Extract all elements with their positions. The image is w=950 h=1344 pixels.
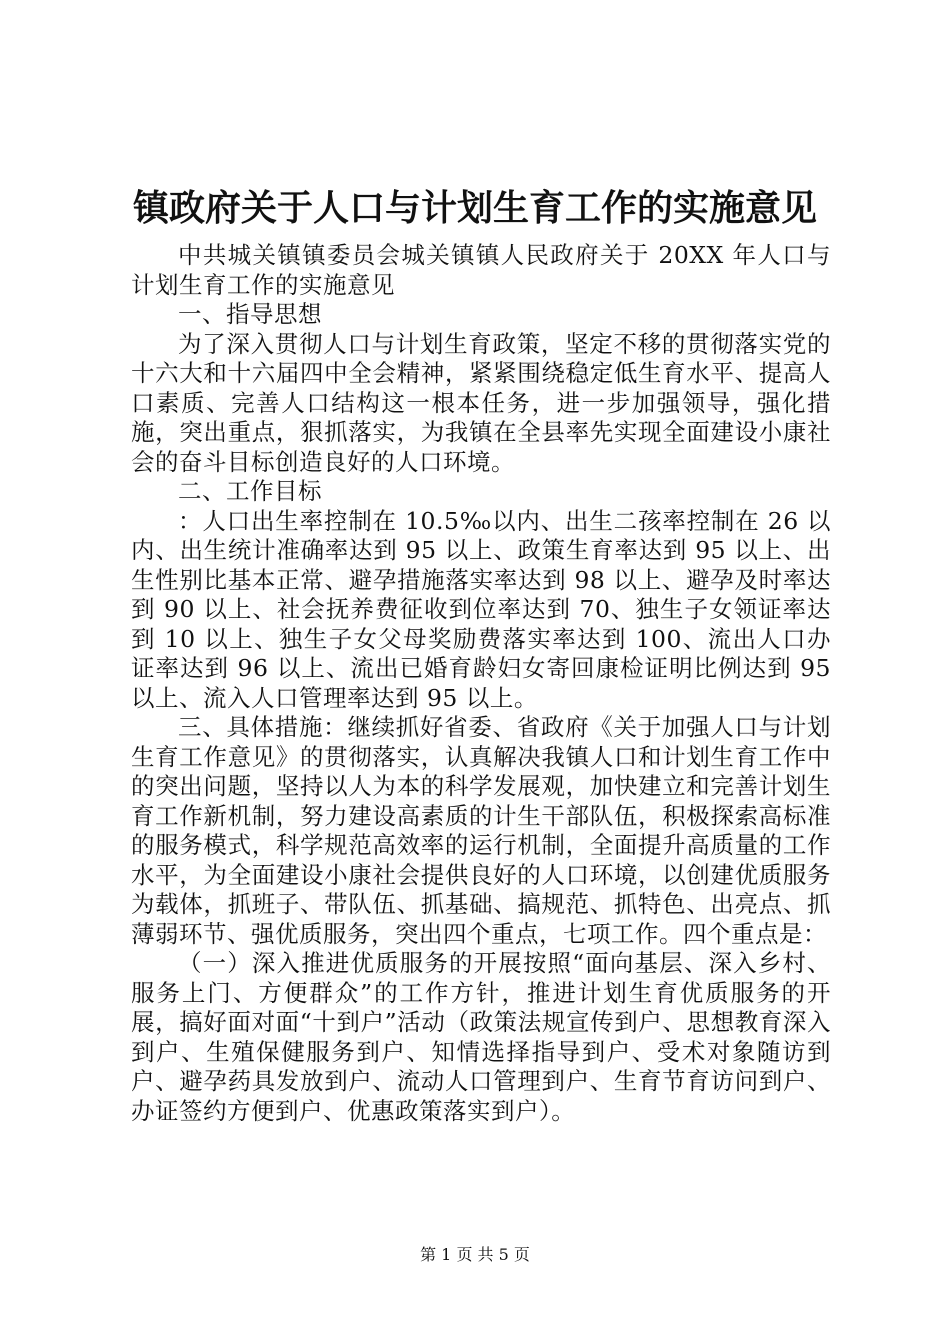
work-goals-paragraph: ：人口出生率控制在 10.5‰以内、出生二孩率控制在 26 以内、出生统计准确率达到 95 以上、政策生育率达到 95 以上、出生性别比基本正常、避孕措施落实率达到 98 以上、避孕及时率达到 90 以上、社会抚养费征收到位率达到 70、独生子女领证率达到 10 以上、独生子女父母奖励费落实率达到 100、流出人口办证率达到 96 以上、流出已婚育龄妇女寄回康检证明比例达到 95 以上、流入人口管理率达到 95 以上。 xyxy=(131,506,831,712)
section-heading-work-goals: 二、工作目标 xyxy=(178,477,322,505)
guiding-thought-paragraph: 为了深入贯彻人口与计划生育政策，坚定不移的贯彻落实党的十六大和十六届四中全会精神，紧紧围绕稳定低生育水平、提高人口素质、完善人口结构这一根本任务，进一步加强领导，强化措施，突出重点，狠抓落实，为我镇在全县率先实现全面建设小康社会的奋斗目标创造良好的人口环境。 xyxy=(131,329,831,476)
section-heading-guiding-thought: 一、指导思想 xyxy=(178,300,322,328)
document-body xyxy=(131,241,831,1126)
intro-paragraph: 中共城关镇镇委员会城关镇镇人民政府关于 20XX 年人口与计划生育工作的实施意见 xyxy=(131,241,831,299)
specific-measures-paragraph: 三、具体措施：继续抓好省委、省政府《关于加强人口与计划生育工作意见》的贯彻落实，认真解决我镇人口和计划生育工作中的突出问题，坚持以人为本的科学发展观，加快建立和完善计划生育工作新机制，努力建设高素质的计生干部队伍，积极探索高标准的服务模式，科学规范高效率的运行机制，全面提升高质量的工作水平，为全面建设小康社会提供良好的人口环境，以创建优质服务为载体，抓班子、带队伍、抓基础、搞规范、抓特色、出亮点、抓薄弱环节、强优质服务，突出四个重点，七项工作。四个重点是： xyxy=(131,713,831,948)
document-title: 镇政府关于人口与计划生育工作的实施意见 xyxy=(132,187,817,229)
page-number-footer: 第 1 页 共 5 页 xyxy=(420,1245,530,1264)
quality-service-paragraph: （一）深入推进优质服务的开展按照“面向基层、深入乡村、服务上门、方便群众”的工作方针，推进计划生育优质服务的开展，搞好面对面“十到户”活动（政策法规宣传到户、思想教育深入到户、生殖保健服务到户、知情选择指导到户、受术对象随访到户、避孕药具发放到户、流动人口管理到户、生育节育访问到户、办证签约方便到户、优惠政策落实到户）。 xyxy=(131,949,831,1125)
